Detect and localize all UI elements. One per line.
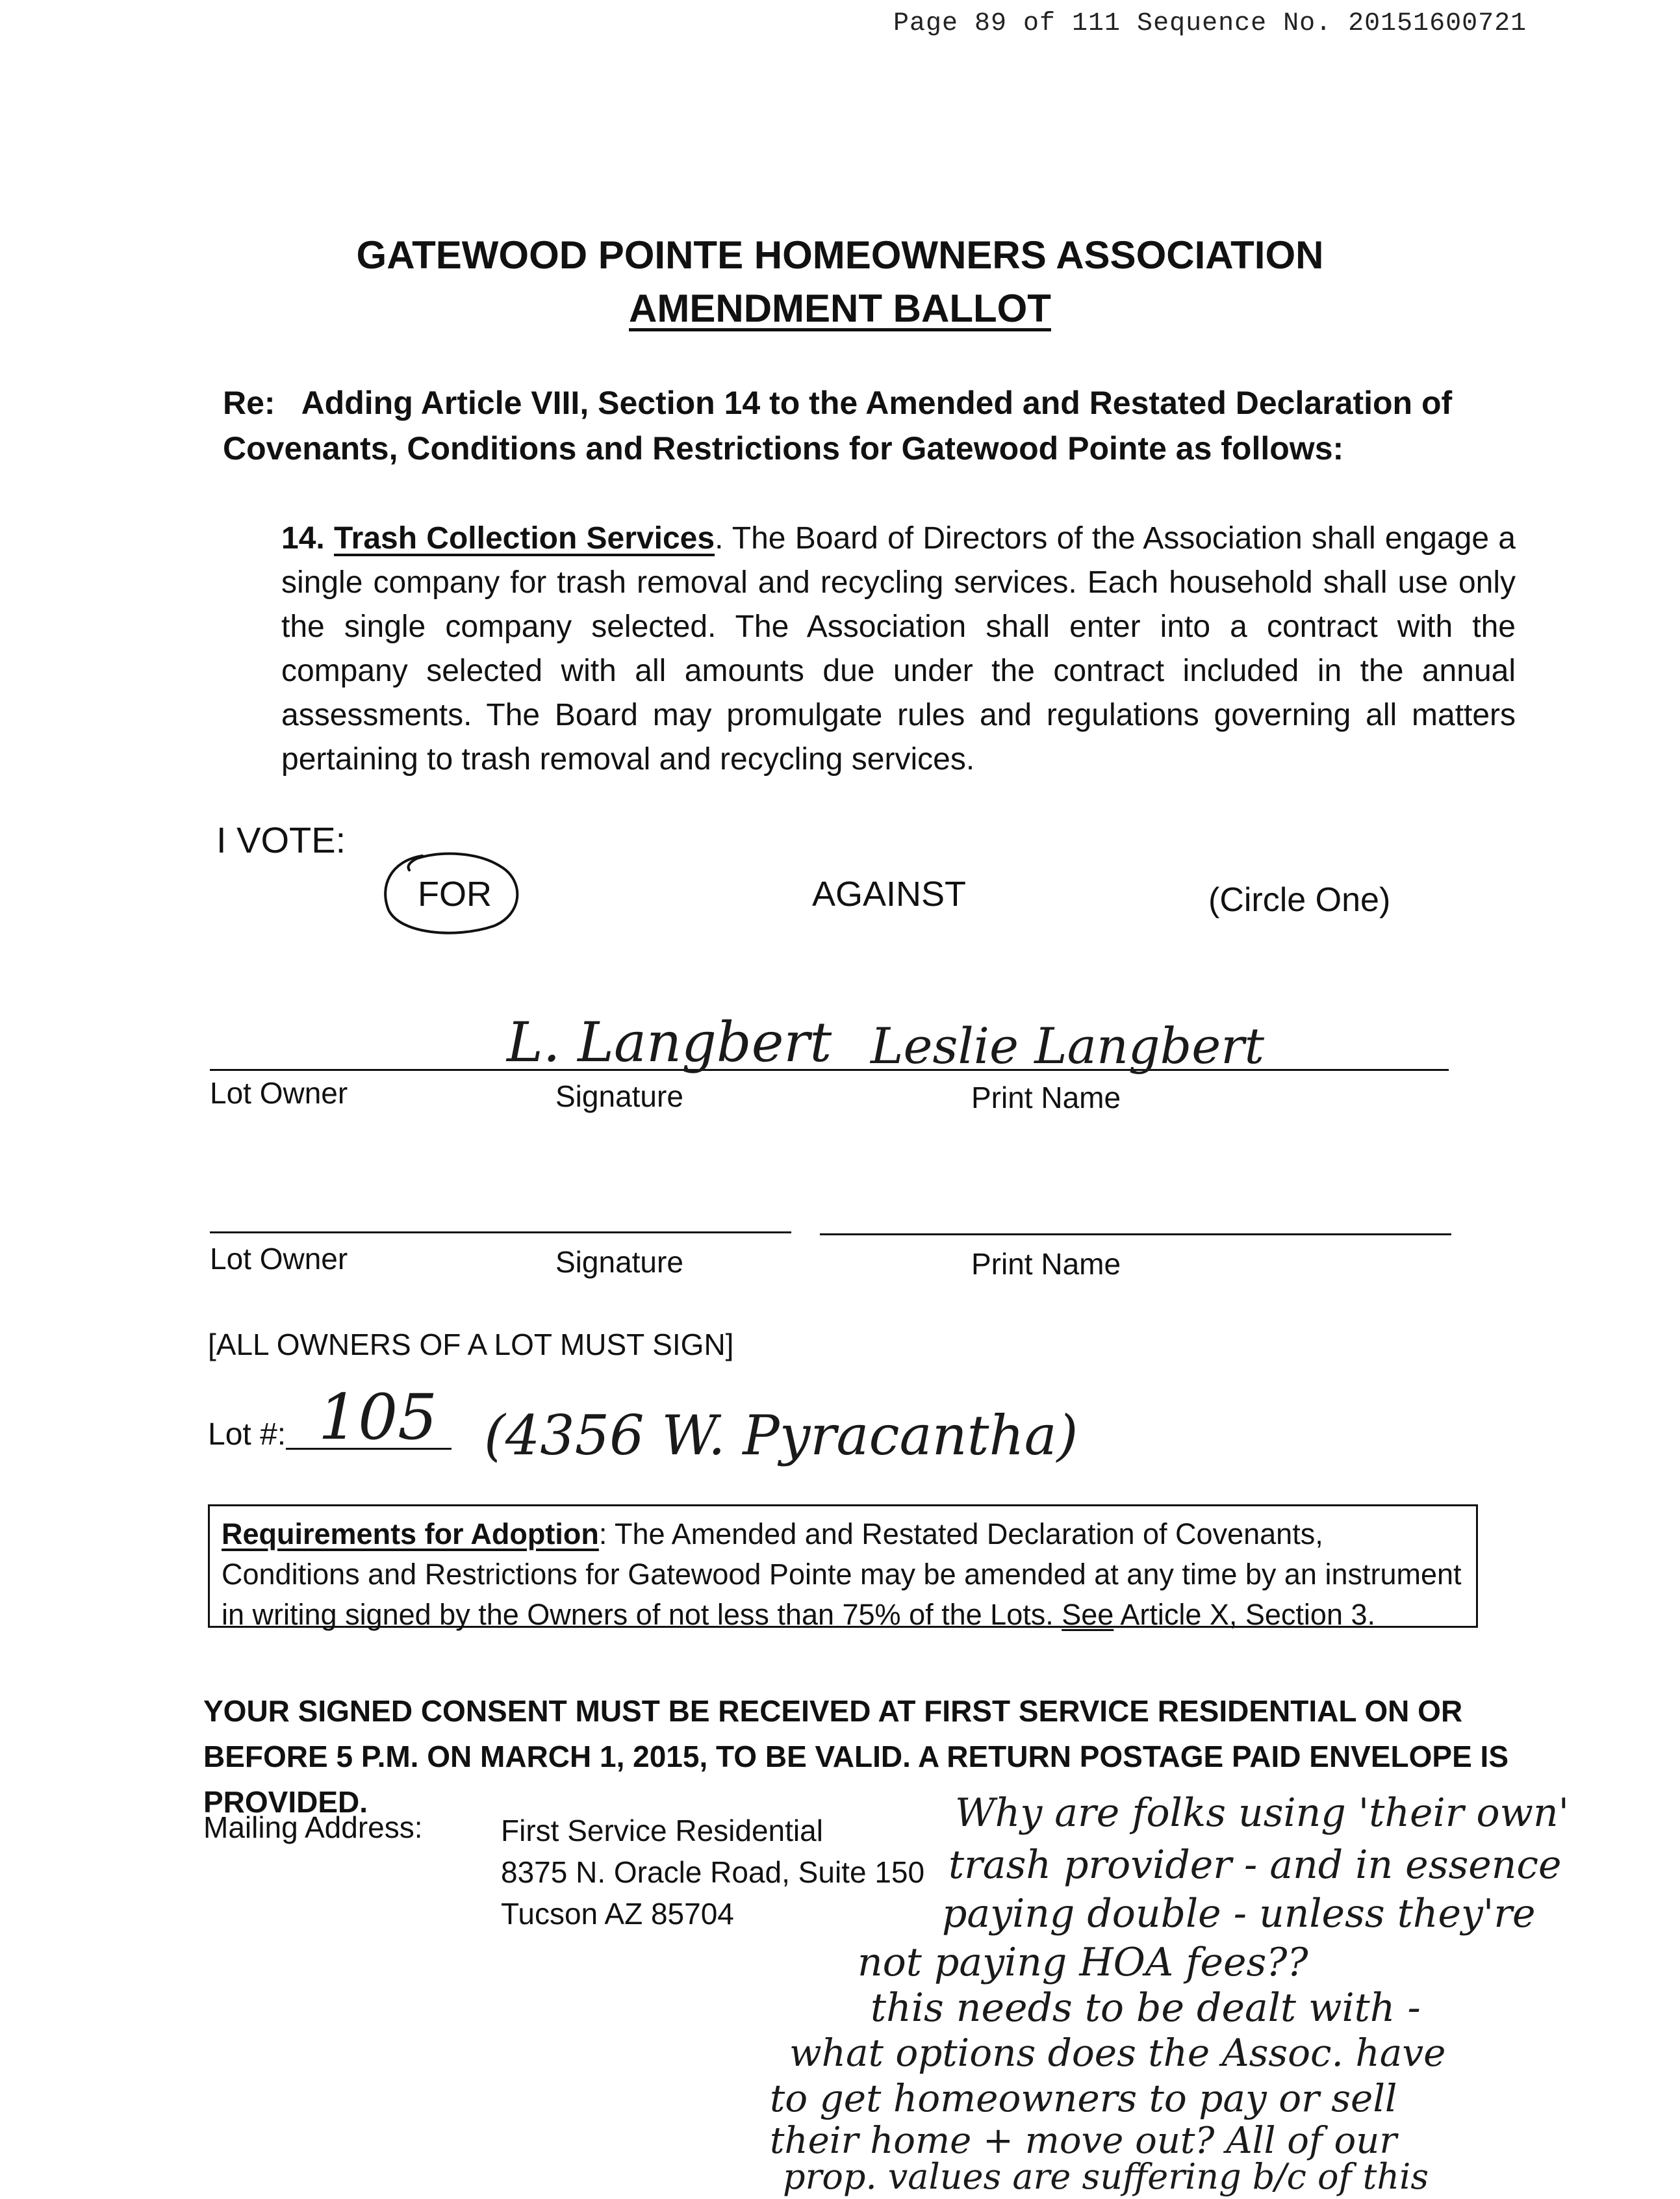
mailing-line1: First Service Residential (501, 1814, 823, 1847)
owner1-signature: L. Langbert (507, 1010, 832, 1074)
association-title: GATEWOOD POINTE HOMEOWNERS ASSOCIATION (356, 233, 1324, 277)
all-owners-note: [ALL OWNERS OF A LOT MUST SIGN] (208, 1328, 734, 1361)
handwritten-note-line: this needs to be dealt with - (871, 1985, 1421, 2031)
vote-option-for[interactable]: FOR (418, 875, 492, 914)
ballot-title (0, 286, 1680, 331)
handwritten-note-line: paying double - unless they're (942, 1891, 1536, 1936)
handwritten-note-line: prop. values are suffering b/c of this (783, 2156, 1429, 2197)
re-paragraph (223, 380, 1516, 471)
lot-number-value: 105 (318, 1381, 438, 1454)
lot-address: (4356 W. Pyracantha) (484, 1404, 1078, 1467)
owner1-lot-owner-label: Lot Owner (210, 1076, 348, 1110)
mailing-line3: Tucson AZ 85704 (501, 1897, 734, 1931)
clause-number: 14. (281, 521, 325, 556)
requirements-title: Requirements for Adoption (222, 1517, 599, 1550)
mailing-line2: 8375 N. Oracle Road, Suite 150 (501, 1855, 925, 1889)
vote-option-against[interactable]: AGAINST (812, 875, 967, 914)
owner1-signature-label: Signature (555, 1079, 683, 1113)
owner2-print-name-line[interactable] (820, 1233, 1451, 1235)
owner2-signature-label: Signature (555, 1245, 683, 1279)
handwritten-note-line: their home + move out? All of our (770, 2120, 1397, 2162)
requirements-body: : The Amended and Restated Declaration of Covenants, Conditions and Restrictions for Gatewood Pointe may be amended at any time by an instrument in writing signed by the Owners of not less than 75% of the Lots. (222, 1517, 1462, 1631)
requirements-box (208, 1504, 1478, 1631)
mailing-label: Mailing Address: (203, 1810, 423, 1844)
clause-body: . The Board of Directors of the Association shall engage a single company for trash removal and recycling services. Each household shall use only the single company selected. The Association shall enter into a contract with the company selected with all amounts due under the contract included in the annual assessments. The Board may promulgate rules and regulations governing all matters pertaining to trash removal and recycling services. (281, 521, 1516, 777)
re-label: Re: (223, 385, 275, 421)
mailing-address (501, 1810, 924, 1935)
handwritten-note-line: trash provider - and in essence (948, 1842, 1562, 1888)
lot-number-label: Lot #: (208, 1417, 286, 1452)
ballot-title-text: AMENDMENT BALLOT (629, 287, 1051, 330)
requirements-see: See (1062, 1598, 1114, 1631)
vote-label: I VOTE: (216, 819, 346, 860)
deadline-notice: YOUR SIGNED CONSENT MUST BE RECEIVED AT FIRST SERVICE RESIDENTIAL ON OR BEFORE 5 P.M. ON MARCH 1, 2015, TO BE VALID. A RETURN POSTAGE PAID ENVELOPE IS PROVIDED. (203, 1694, 1509, 1819)
owner1-print-name-label: Print Name (971, 1081, 1121, 1114)
re-text: Adding Article VIII, Section 14 to the Amended and Restated Declaration of Covenants, Conditions and Restrictions for Gatewood Pointe as follows: (223, 385, 1453, 467)
owner2-print-name-label: Print Name (971, 1247, 1121, 1281)
requirements-ref: Article X, Section 3. (1114, 1598, 1376, 1631)
page-sequence-header: Page 89 of 111 Sequence No. 20151600721 (893, 9, 1527, 38)
handwritten-note-line: what options does the Assoc. have (789, 2031, 1446, 2075)
owner2-lot-owner-label: Lot Owner (210, 1242, 348, 1276)
handwritten-note-line: Why are folks using 'their own' (955, 1790, 1570, 1836)
clause-heading: Trash Collection Services (333, 521, 715, 556)
handwritten-note-line: to get homeowners to pay or sell (770, 2076, 1397, 2120)
owner1-print-name: Leslie Langbert (871, 1017, 1265, 1075)
clause-14 (281, 517, 1516, 782)
handwritten-note-line: not paying HOA fees?? (858, 1940, 1308, 1985)
owner2-signature-line[interactable] (210, 1231, 791, 1233)
vote-instruction: (Circle One) (1208, 881, 1391, 919)
